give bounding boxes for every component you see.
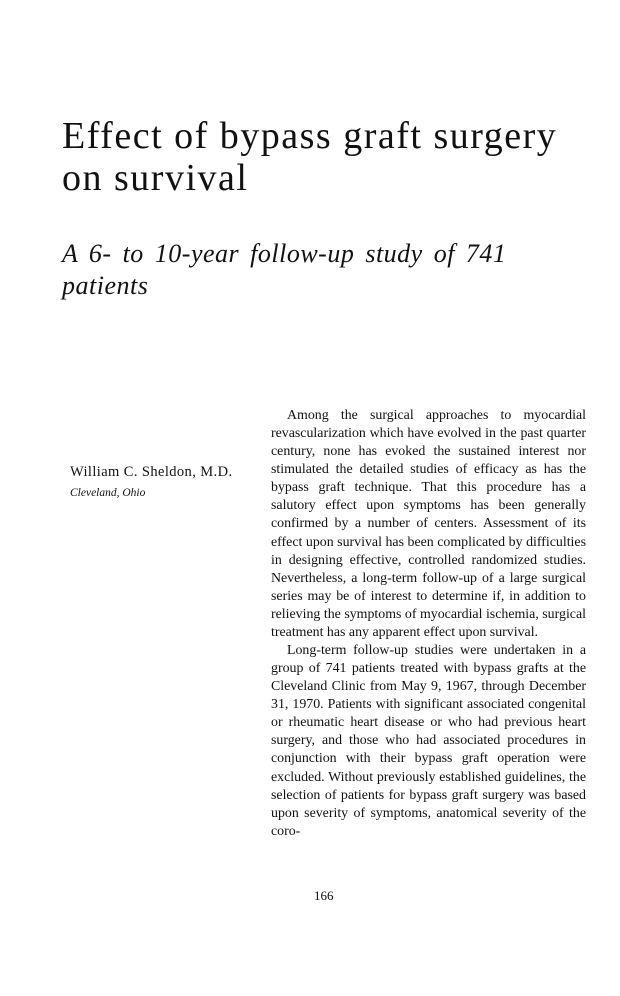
body-paragraph-2: Long-term follow-up studies were undertaken in a group of 741 patients treated with bypass grafts at the Cleveland Clinic from May 9, 1967, through December 31, 1970. Patients with significant associated congenital or rheumatic heart disease or who had previous heart surgery, and those who had associated procedures in conjunction with their bypass graft operation were excluded. Without previously established guidelines, the selection of patients for bypass graft surgery was based upon severity of symptoms, anatomical severity of the coro- — [271, 643, 586, 839]
article-body — [271, 407, 586, 841]
author-affiliation: Cleveland, Ohio — [70, 487, 146, 499]
body-paragraph-1: Among the surgical approaches to myocardial revascularization which have evolved in the past quarter century, none has evoked the sustained interest nor stimulated the detailed studies of efficacy as has the bypass graft technique. That this procedure has a salutory effect upon symptoms has been generally confirmed by a number of centers. Assessment of its effect upon survival has been complicated by difficulties in designing effective, controlled randomized studies. Nevertheless, a long-term follow-up of a large surgical series may be of interest to determine if, in addition to relieving the symptoms of myocardial ischemia, surgical treatment has any apparent effect upon survival. — [271, 408, 586, 640]
page-number: 166 — [314, 888, 334, 903]
article-subtitle: A 6- to 10-year follow-up study of 741 patients — [62, 239, 507, 300]
article-title: Effect of bypass graft surgery on survival — [62, 115, 558, 199]
author-name: William C. Sheldon, M.D. — [70, 464, 233, 480]
